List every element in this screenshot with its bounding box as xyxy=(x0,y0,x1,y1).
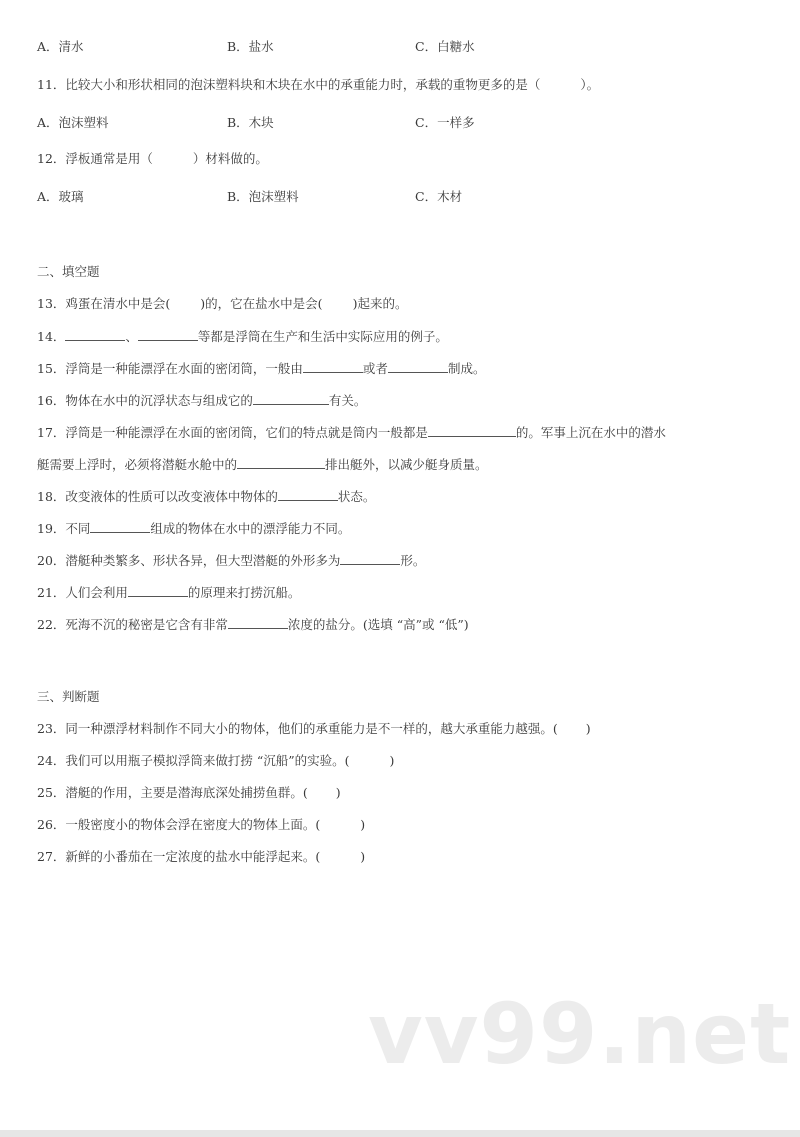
question-text: 状态。 xyxy=(337,489,376,504)
answer-option: B．木块 xyxy=(227,115,274,130)
answer-blank[interactable] xyxy=(253,392,329,405)
question-line xyxy=(37,785,341,801)
question-number: 21． xyxy=(37,585,66,600)
question-text: 鸡蛋在清水中是会( xyxy=(65,296,171,311)
question-text: 人们会利用 xyxy=(65,585,128,600)
question-number: 17． xyxy=(37,425,66,440)
question-number: 13． xyxy=(37,296,66,311)
question-text: 浮筒是一种能漂浮在水面的密闭筒，一般由 xyxy=(65,361,303,376)
question-text: 物体在水中的沉浮状态与组成它的 xyxy=(65,393,253,408)
question-text: 我们可以用瓶子模拟浮筒来做打捞 “沉船”的实验。( xyxy=(65,753,350,768)
answer-option: B．泡沫塑料 xyxy=(227,189,299,204)
section-heading-fill-blank: 二、填空题 xyxy=(37,264,100,279)
question-text: 等都是浮筒在生产和生活中实际应用的例子。 xyxy=(197,329,448,344)
question-number: 27． xyxy=(37,849,66,864)
question-number: 14． xyxy=(37,329,66,344)
question-text: 比较大小和形状相同的泡沫塑料块和木块在水中的承重能力时，承载的重物更多的是（ xyxy=(65,77,541,92)
question-line xyxy=(37,456,488,473)
question-text: 形。 xyxy=(400,553,426,568)
answer-blank[interactable] xyxy=(65,328,125,341)
answer-blank[interactable] xyxy=(388,360,448,373)
question-text: )起来的。 xyxy=(352,296,408,311)
question-number: 24． xyxy=(37,753,66,768)
question-text: 的。军事上沉在水中的潜水 xyxy=(515,425,666,440)
answer-blank[interactable] xyxy=(278,488,338,501)
question-number: 12． xyxy=(37,151,66,166)
question-line xyxy=(37,424,666,441)
question-line xyxy=(37,616,469,633)
question-text: 浮筒是一种能漂浮在水面的密闭筒，它们的特点就是筒内一般都是 xyxy=(65,425,428,440)
question-line xyxy=(37,360,485,377)
answer-option: A．玻璃 xyxy=(37,189,84,204)
answer-blank[interactable] xyxy=(237,456,325,469)
answer-blank[interactable] xyxy=(303,360,363,373)
question-text: 有关。 xyxy=(328,393,367,408)
question-line xyxy=(37,77,599,93)
question-line xyxy=(37,849,365,865)
question-text: 一般密度小的物体会浮在密度大的物体上面。( xyxy=(65,817,321,832)
answer-option: C．一样多 xyxy=(415,115,475,130)
question-number: 23． xyxy=(37,721,66,736)
question-text: ) xyxy=(335,785,341,800)
question-text: ) xyxy=(360,849,366,864)
question-number: 25． xyxy=(37,785,66,800)
question-line xyxy=(37,296,407,312)
answer-blank[interactable] xyxy=(340,552,400,565)
question-text: 新鲜的小番茄在一定浓度的盐水中能浮起来。( xyxy=(65,849,321,864)
question-text: 死海不沉的秘密是它含有非常 xyxy=(65,617,228,632)
answer-blank[interactable] xyxy=(128,584,188,597)
question-text: 浮板通常是用（ xyxy=(65,151,153,166)
answer-blank[interactable] xyxy=(138,328,198,341)
question-line xyxy=(37,552,425,569)
answer-option: C．白糖水 xyxy=(415,39,475,54)
question-line xyxy=(37,488,375,505)
answer-blank[interactable] xyxy=(90,520,150,533)
question-text: ) xyxy=(389,753,395,768)
question-line xyxy=(37,392,366,409)
answer-option: C．木材 xyxy=(415,189,463,204)
question-text: 不同 xyxy=(65,521,91,536)
question-text: 同一种漂浮材料制作不同大小的物体，他们的承重能力是不一样的，越大承重能力越强。( xyxy=(65,721,558,736)
question-text: 潜艇的作用，主要是潜海底深处捕捞鱼群。( xyxy=(65,785,308,800)
question-text: 的原理来打捞沉船。 xyxy=(187,585,301,600)
answer-blank[interactable] xyxy=(228,616,288,629)
question-number: 20． xyxy=(37,553,66,568)
watermark: vv99.net xyxy=(368,985,792,1083)
question-text: 浓度的盐分。(选填 “高”或 “低”) xyxy=(287,617,469,632)
answer-blank[interactable] xyxy=(428,424,516,437)
question-line xyxy=(37,817,365,833)
answer-option: A．清水 xyxy=(37,39,84,54)
answer-option: A．泡沫塑料 xyxy=(37,115,109,130)
question-line xyxy=(37,753,394,769)
question-text: 或者 xyxy=(362,361,388,376)
question-text: 、 xyxy=(125,329,138,344)
question-line xyxy=(37,151,268,167)
question-line xyxy=(37,721,591,737)
question-text: 排出艇外，以减少艇身质量。 xyxy=(325,457,488,472)
page-bottom-edge xyxy=(0,1130,800,1137)
question-line xyxy=(37,328,448,345)
question-number: 15． xyxy=(37,361,66,376)
question-number: 16． xyxy=(37,393,66,408)
question-text: ）材料做的。 xyxy=(192,151,268,166)
question-number: 26． xyxy=(37,817,66,832)
question-text: 组成的物体在水中的漂浮能力不同。 xyxy=(150,521,351,536)
question-number: 22． xyxy=(37,617,66,632)
question-number: 18． xyxy=(37,489,66,504)
question-text: 潜艇种类繁多、形状各异，但大型潜艇的外形多为 xyxy=(65,553,341,568)
question-text: 改变液体的性质可以改变液体中物体的 xyxy=(65,489,278,504)
section-heading-true-false: 三、判断题 xyxy=(37,689,100,704)
answer-option: B．盐水 xyxy=(227,39,274,54)
question-text: 制成。 xyxy=(447,361,486,376)
question-text: ）。 xyxy=(580,77,600,92)
question-text: 艇需要上浮时，必须将潜艇水舱中的 xyxy=(37,457,238,472)
question-number: 19． xyxy=(37,521,66,536)
question-text: )的，它在盐水中是会( xyxy=(200,296,323,311)
question-line xyxy=(37,520,350,537)
question-number: 11． xyxy=(37,77,66,92)
question-line xyxy=(37,584,300,601)
question-text: ) xyxy=(360,817,366,832)
question-text: ) xyxy=(585,721,591,736)
